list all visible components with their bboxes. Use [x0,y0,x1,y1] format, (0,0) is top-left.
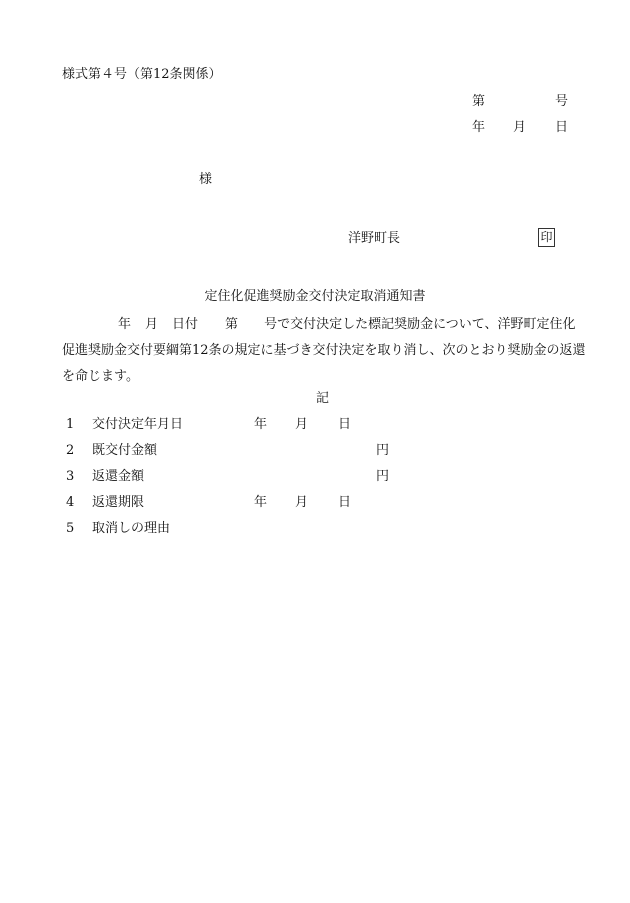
item-5-number: 5 [66,521,75,536]
item-1-month: 月 [295,417,309,432]
document-number-suffix: 号 [555,94,569,109]
seal-stamp-box: 印 [538,228,555,247]
item-1-label: 交付決定年月日 [92,417,184,432]
body-text: 号で交付決定した標記奨励金について、洋野町定住化促進奨励金交付要綱第12条の規定に基づき交付決定を取り消し、次のとおり奨励金の返還を命じます。 [62,317,586,384]
document-number-prefix: 第 [472,94,486,109]
item-2-unit: 円 [376,443,390,458]
body-month: 月 [145,317,159,332]
body-day: 日付 [172,317,199,332]
issuer-name: 洋野町長 [348,231,401,246]
issue-date-year: 年 [472,120,486,135]
body-year: 年 [118,317,132,332]
document-title: 定住化促進奨励金交付決定取消通知書 [204,289,426,304]
item-4-year: 年 [254,495,268,510]
item-4-label: 返還期限 [92,495,145,510]
item-5-label: 取消しの理由 [92,521,171,536]
item-2-label: 既交付金額 [92,443,158,458]
item-4-number: 4 [66,495,75,510]
issue-date-month: 月 [513,120,527,135]
ki-heading: 記 [316,391,330,406]
notice-body-paragraph [62,312,587,390]
item-3-label: 返還金額 [92,469,145,484]
form-identifier: 様式第４号（第12条関係） [62,67,222,82]
item-4-day: 日 [338,495,352,510]
issue-date-day: 日 [555,120,569,135]
item-2-number: 2 [66,443,75,458]
item-3-unit: 円 [376,469,390,484]
item-3-number: 3 [66,469,75,484]
body-number-prefix: 第 [225,317,239,332]
item-1-number: 1 [66,417,75,432]
item-4-month: 月 [295,495,309,510]
item-1-year: 年 [254,417,268,432]
recipient-honorific: 様 [199,172,213,187]
item-1-day: 日 [338,417,352,432]
